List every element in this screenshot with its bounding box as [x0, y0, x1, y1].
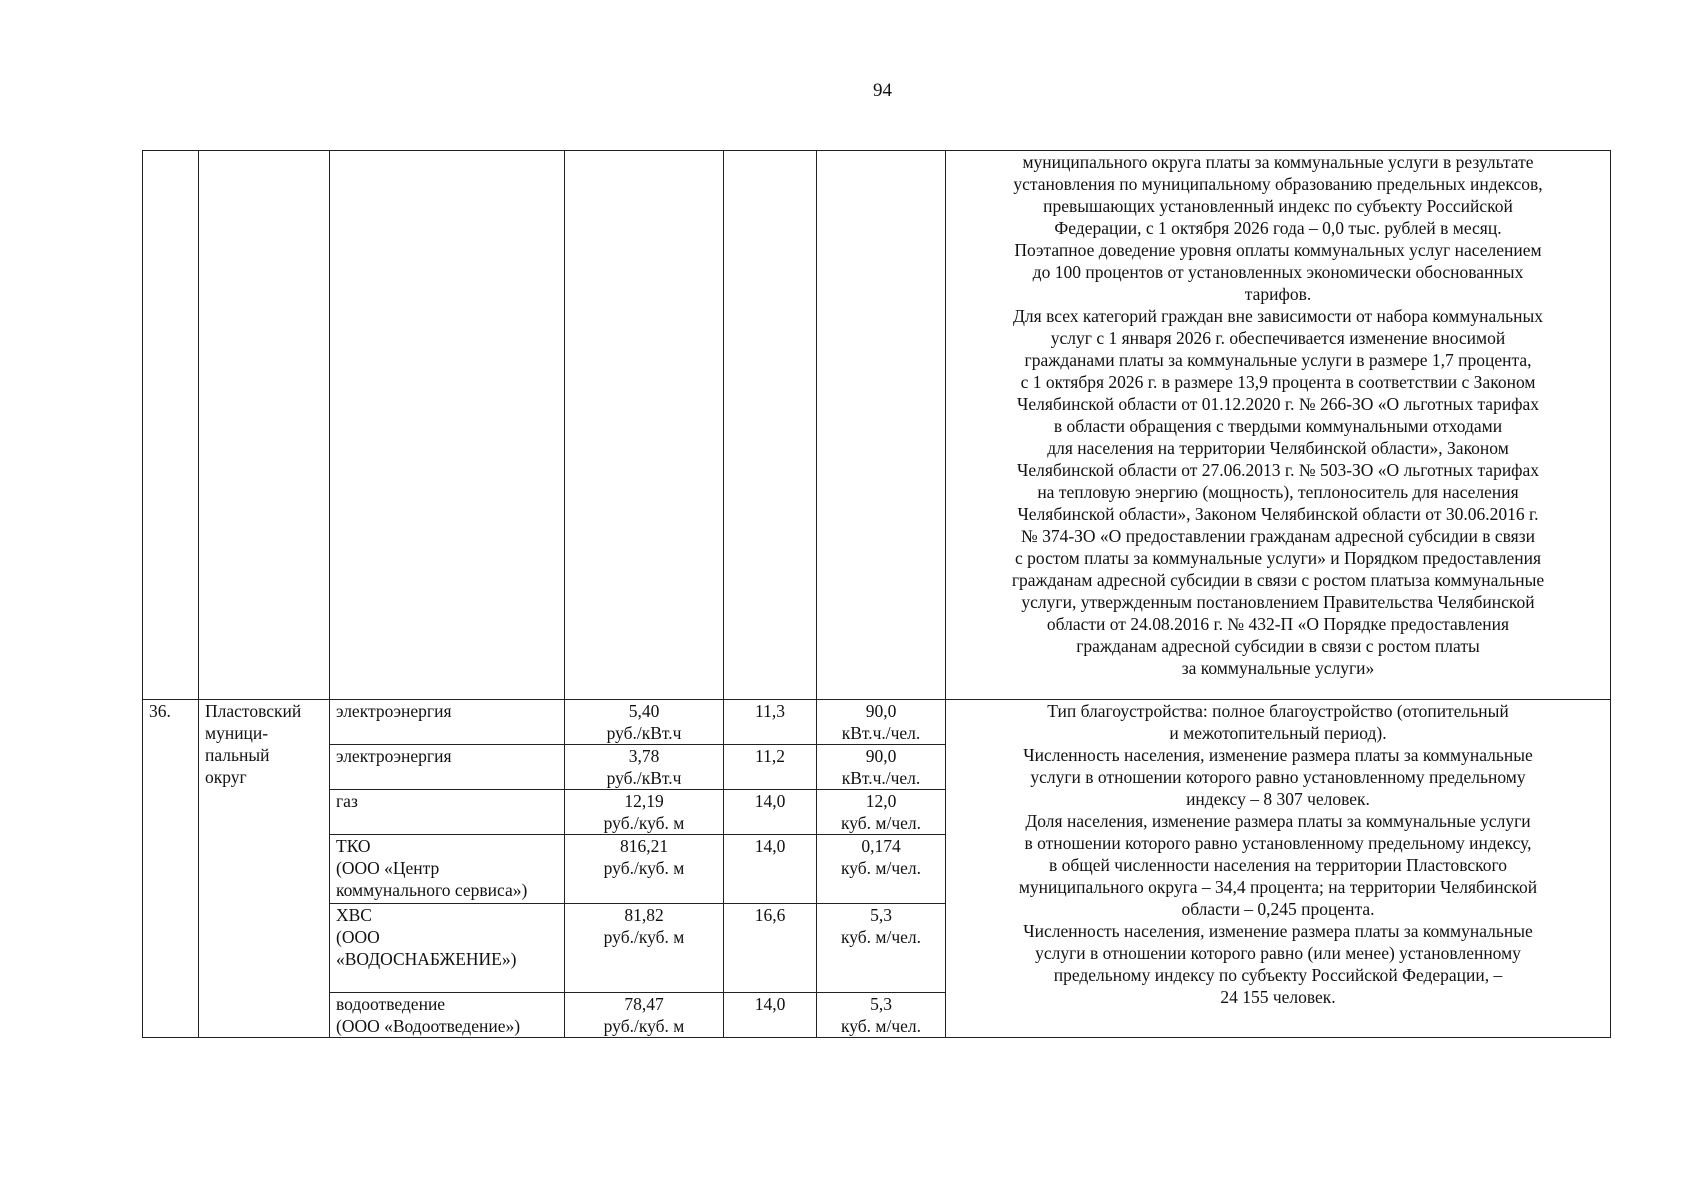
- text-line: 81,82: [624, 905, 664, 925]
- entry-number: 36.: [143, 700, 199, 1038]
- text-line: индексу – 8 307 человек.: [1186, 789, 1370, 809]
- text-line: кВт.ч./чел.: [841, 723, 921, 743]
- text-line: Поэтапное доведение уровня оплаты коммунальных услуг населением: [1014, 240, 1542, 260]
- text-line: услуги, утвержденным постановлением Правительства Челябинской: [1021, 592, 1535, 612]
- text-line: «ВОДОСНАБЖЕНИЕ»): [336, 949, 517, 969]
- text-line: тарифов.: [1244, 284, 1312, 304]
- text-line: 5,40: [628, 701, 660, 721]
- service-name: [330, 700, 565, 745]
- text-line: ХВС: [336, 905, 372, 925]
- service-name: [330, 904, 565, 993]
- text-line: 0,174: [861, 836, 901, 856]
- service-volume: [817, 745, 946, 790]
- service-tariff: [565, 700, 724, 745]
- text-line: с 1 октября 2026 г. в размере 13,9 процента в соответствии с Законом: [1020, 372, 1536, 392]
- service-index: 16,6: [724, 904, 817, 993]
- text-line: области – 0,245 процента.: [1181, 899, 1375, 919]
- service-name: [330, 790, 565, 835]
- continuation-text-cell: [946, 151, 1611, 700]
- text-line: руб./куб. м: [603, 813, 685, 833]
- text-line: руб./кВт.ч: [606, 768, 682, 788]
- service-tariff: [565, 993, 724, 1038]
- text-line: с ростом платы за коммунальные услуги» и Порядком предоставления: [1015, 548, 1541, 568]
- text-line: куб. м/чел.: [840, 813, 922, 833]
- text-line: для населения на территории Челябинской области», Законом: [1047, 438, 1509, 458]
- text-line: 90,0: [865, 701, 897, 721]
- text-line: 12,19: [624, 791, 664, 811]
- text-line: куб. м/чел.: [840, 927, 922, 947]
- service-tariff: [565, 745, 724, 790]
- text-line: куб. м/чел.: [840, 858, 922, 878]
- text-line: муниципального округа – 34,4 процента; на территории Челябинской: [1018, 877, 1538, 897]
- service-volume: [817, 835, 946, 904]
- text-line: в общей численности населения на территории Пластовского: [1049, 855, 1507, 875]
- text-line: руб./куб. м: [603, 927, 685, 947]
- text-line: в отношении которого равно установленному предельному индексу,: [1024, 833, 1532, 853]
- cell-index-empty: [724, 151, 817, 700]
- text-line: газ: [336, 791, 358, 811]
- page-number: 94: [873, 80, 892, 101]
- text-line: муниципального округа платы за коммунальные услуги в результате: [1022, 152, 1534, 172]
- text-line: муници-: [205, 723, 269, 743]
- text-line: на тепловую энергию (мощность), теплоноситель для населения: [1037, 482, 1519, 502]
- municipality-name: [199, 700, 330, 1038]
- text-line: пальный: [205, 745, 270, 765]
- text-line: водоотведение: [336, 994, 446, 1014]
- text-line: руб./куб. м: [603, 858, 685, 878]
- text-line: гражданами платы за коммунальные услуги в размере 1,7 процента,: [1024, 350, 1532, 370]
- text-line: Для всех категорий граждан вне зависимости от набора коммунальных: [1012, 306, 1544, 326]
- service-index: 14,0: [724, 790, 817, 835]
- text-line: округ: [205, 767, 247, 787]
- text-line: 24 155 человек.: [1220, 987, 1336, 1007]
- text-line: за коммунальные услуги»: [1181, 658, 1375, 678]
- text-line: услуги в отношении которого равно установленному предельному: [1030, 767, 1526, 787]
- table-row-continuation: [143, 151, 1611, 700]
- text-line: в области обращения с твердыми коммунальными отходами: [1053, 416, 1503, 436]
- text-line: Челябинской области от 27.06.2013 г. № 503-ЗО «О льготных тарифах: [1016, 460, 1540, 480]
- service-name: [330, 993, 565, 1038]
- text-line: (ООО «Центр: [336, 858, 440, 878]
- text-line: электроэнергия: [336, 746, 452, 766]
- table-row-service: [143, 700, 1611, 745]
- text-line: (ООО: [336, 927, 380, 947]
- text-line: руб./кВт.ч: [606, 723, 682, 743]
- service-index: 11,2: [724, 745, 817, 790]
- text-line: куб. м/чел.: [840, 1016, 922, 1036]
- cell-service-empty: [330, 151, 565, 700]
- text-line: Челябинской области от 01.12.2020 г. № 266-ЗО «О льготных тарифах: [1016, 394, 1540, 414]
- text-line: 12,0: [865, 791, 897, 811]
- text-line: 816,21: [619, 836, 669, 856]
- service-volume: [817, 790, 946, 835]
- service-volume: [817, 993, 946, 1038]
- text-line: № 374-ЗО «О предоставлении гражданам адресной субсидии в связи: [1021, 526, 1535, 546]
- text-line: услуг с 1 января 2026 г. обеспечивается изменение вносимой: [1050, 328, 1506, 348]
- cell-volume-empty: [817, 151, 946, 700]
- text-line: Федерации, с 1 октября 2026 года – 0,0 тыс. рублей в месяц.: [1054, 218, 1502, 238]
- text-line: Численность населения, изменение размера платы за коммунальные: [1023, 745, 1533, 765]
- entry-description: [946, 700, 1611, 1038]
- service-volume: [817, 700, 946, 745]
- text-line: электроэнергия: [336, 701, 452, 721]
- service-name: [330, 745, 565, 790]
- text-line: и межотопительный период).: [1169, 723, 1387, 743]
- service-index: 11,3: [724, 700, 817, 745]
- service-index: 14,0: [724, 993, 817, 1038]
- text-line: ТКО: [336, 836, 371, 856]
- text-line: гражданам адресной субсидии в связи с ростом платы: [1076, 636, 1480, 656]
- text-line: Тип благоустройства: полное благоустройство (отопительный: [1047, 701, 1509, 721]
- service-tariff: [565, 790, 724, 835]
- text-line: коммунального сервиса»): [336, 880, 528, 900]
- text-line: установления по муниципальному образованию предельных индексов,: [1013, 174, 1543, 194]
- text-line: до 100 процентов от установленных экономически обоснованных: [1032, 262, 1524, 282]
- text-line: 3,78: [628, 746, 660, 766]
- service-tariff: [565, 835, 724, 904]
- tariff-table: [142, 150, 1611, 1038]
- cell-tariff-empty: [565, 151, 724, 700]
- text-line: (ООО «Водоотведение»): [336, 1016, 521, 1036]
- service-index: 14,0: [724, 835, 817, 904]
- text-line: Численность населения, изменение размера платы за коммунальные: [1023, 921, 1533, 941]
- text-line: 90,0: [865, 746, 897, 766]
- text-line: Челябинской области», Законом Челябинской области от 30.06.2016 г.: [1017, 504, 1539, 524]
- cell-number-empty: [143, 151, 199, 700]
- text-line: Пластовский: [205, 701, 302, 721]
- text-line: кВт.ч./чел.: [841, 768, 921, 788]
- text-line: гражданам адресной субсидии в связи с ростом платыза коммунальные: [1011, 570, 1545, 590]
- text-line: области от 24.08.2016 г. № 432-П «О Порядке предоставления: [1046, 614, 1510, 634]
- text-line: превышающих установленный индекс по субъекту Российской: [1043, 196, 1513, 216]
- service-volume: [817, 904, 946, 993]
- text-line: 78,47: [624, 994, 664, 1014]
- text-line: Доля населения, изменение размера платы за коммунальные услуги: [1025, 811, 1531, 831]
- text-line: 5,3: [870, 905, 892, 925]
- text-line: 5,3: [870, 994, 892, 1014]
- text-line: услуги в отношении которого равно (или менее) установленному: [1035, 943, 1521, 963]
- service-name: [330, 835, 565, 904]
- text-line: руб./куб. м: [603, 1016, 685, 1036]
- text-line: предельному индексу по субъекту Российской Федерации, –: [1053, 965, 1503, 985]
- cell-municipality-empty: [199, 151, 330, 700]
- service-tariff: [565, 904, 724, 993]
